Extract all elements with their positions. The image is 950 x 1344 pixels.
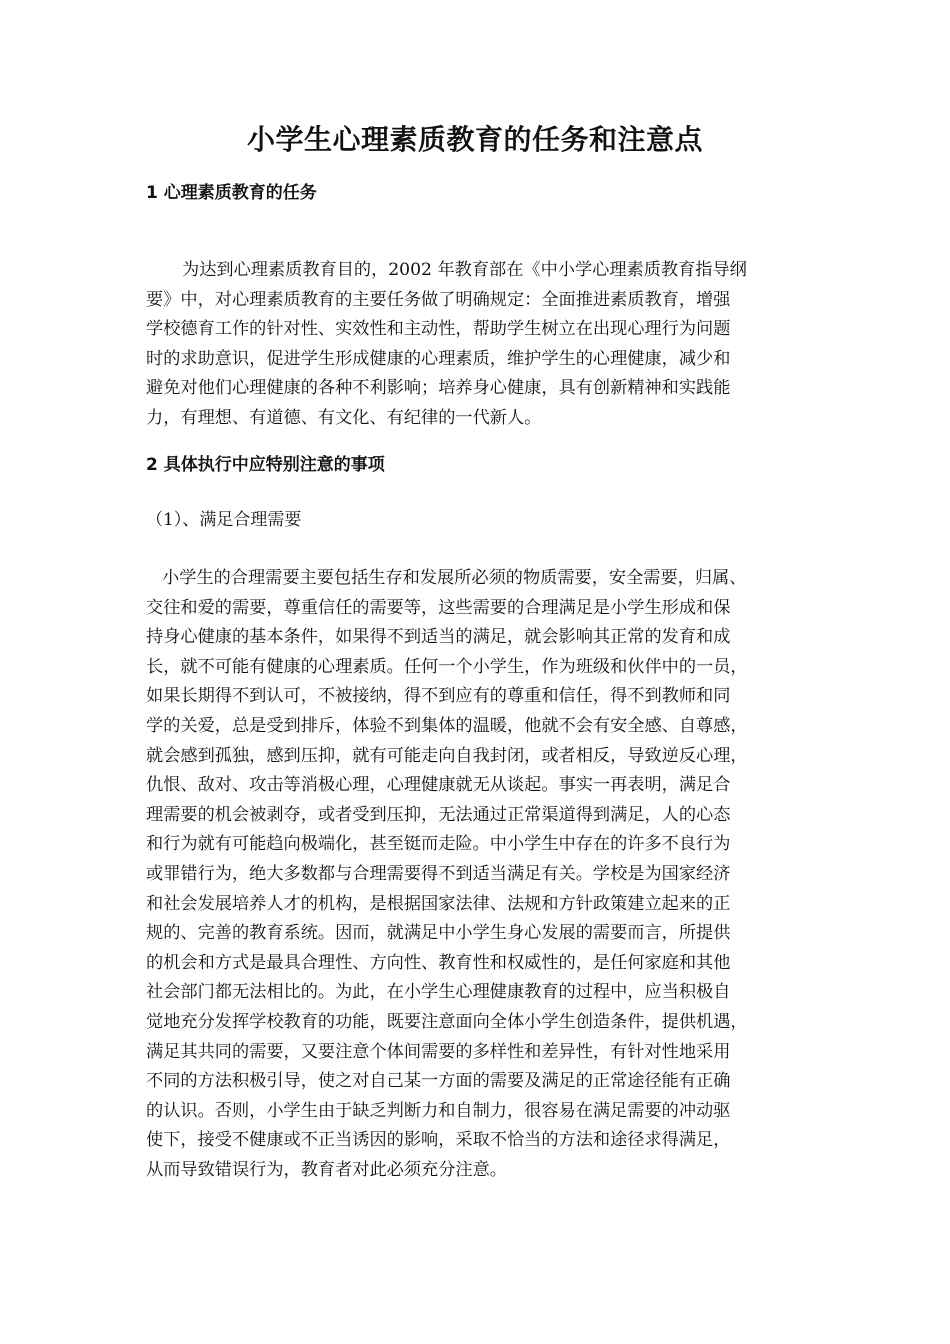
- paragraph-line: 从而导致错误行为，教育者对此必须充分注意。: [146, 1159, 507, 1180]
- paragraph-line: 或罪错行为，绝大多数都与合理需要得不到适当满足有关。学校是为国家经济: [146, 863, 731, 884]
- paragraph-line: 交往和爱的需要，尊重信任的需要等，这些需要的合理满足是小学生形成和保: [146, 597, 731, 618]
- paragraph-line: 觉地充分发挥学校教育的功能，既要注意面向全体小学生创造条件，提供机遇，: [146, 1011, 748, 1032]
- paragraph-line: 避免对他们心理健康的各种不利影响；培养身心健康，具有创新精神和实践能: [146, 378, 731, 398]
- subsection-heading: （1）、满足合理需要: [146, 510, 302, 530]
- section2-paragraph: [146, 564, 812, 1185]
- paragraph-line: 长，就不可能有健康的心理素质。任何一个小学生，作为班级和伙伴中的一员，: [146, 656, 748, 677]
- paragraph-line: 和行为就有可能趋向极端化，甚至铤而走险。中小学生中存在的许多不良行为: [146, 834, 731, 855]
- paragraph-line: 理需要的机会被剥夺，或者受到压抑，无法通过正常渠道得到满足，人的心态: [146, 804, 731, 825]
- paragraph-line: 就会感到孤独，感到压抑，就有可能走向自我封闭，或者相反，导致逆反心理，: [146, 745, 748, 766]
- paragraph-line: 社会部门都无法相比的。为此，在小学生心理健康教育的过程中，应当积极自: [146, 982, 731, 1003]
- section-heading-tasks: 1 心理素质教育的任务: [146, 183, 317, 203]
- section1-paragraph: [146, 256, 812, 433]
- paragraph-line: 力，有理想、有道德、有文化、有纪律的一代新人。: [146, 407, 542, 428]
- paragraph-line: 持身心健康的基本条件，如果得不到适当的满足，就会影响其正常的发育和成: [146, 627, 731, 648]
- paragraph-line: 满足其共同的需要，又要注意个体间需要的多样性和差异性，有针对性地采用: [146, 1041, 731, 1062]
- paragraph-line: 的机会和方式是最具合理性、方向性、教育性和权威性的，是任何家庭和其他: [146, 952, 731, 973]
- document-title: 小学生心理素质教育的任务和注意点: [246, 123, 703, 156]
- paragraph-line: 规的、完善的教育系统。因而，就满足中小学生身心发展的需要而言，所提供: [146, 923, 731, 944]
- paragraph-line: 为达到心理素质教育目的，2002 年教育部在《中小学心理素质教育指导纲: [182, 260, 747, 280]
- paragraph-line: 时的求助意识，促进学生形成健康的心理素质，维护学生的心理健康，减少和: [146, 348, 731, 369]
- paragraph-line: 要》中，对心理素质教育的主要任务做了明确规定：全面推进素质教育，增强: [146, 289, 731, 310]
- paragraph-line: 使下，接受不健康或不正当诱因的影响，采取不恰当的方法和途径求得满足，: [146, 1130, 731, 1151]
- paragraph-line: 和社会发展培养人才的机构，是根据国家法律、法规和方针政策建立起来的正: [146, 893, 731, 914]
- paragraph-line: 如果长期得不到认可，不被接纳，得不到应有的尊重和信任，得不到教师和同: [146, 686, 731, 707]
- paragraph-line: 的认识。否则，小学生由于缺乏判断力和自制力，很容易在满足需要的冲动驱: [146, 1100, 731, 1121]
- paragraph-line: 仇恨、敌对、攻击等消极心理，心理健康就无从谈起。事实一再表明，满足合: [146, 775, 731, 796]
- paragraph-line: 不同的方法积极引导，使之对自己某一方面的需要及满足的正常途径能有正确: [146, 1071, 731, 1092]
- paragraph-line: 学的关爱，总是受到排斥，体验不到集体的温暖，他就不会有安全感、自尊感，: [146, 715, 748, 736]
- paragraph-line: 小学生的合理需要主要包括生存和发展所必须的物质需要，安全需要，归属、: [162, 568, 747, 588]
- section-heading-notes: 2 具体执行中应特别注意的事项: [146, 455, 385, 475]
- paragraph-line: 学校德育工作的针对性、实效性和主动性，帮助学生树立在出现心理行为问题: [146, 319, 731, 339]
